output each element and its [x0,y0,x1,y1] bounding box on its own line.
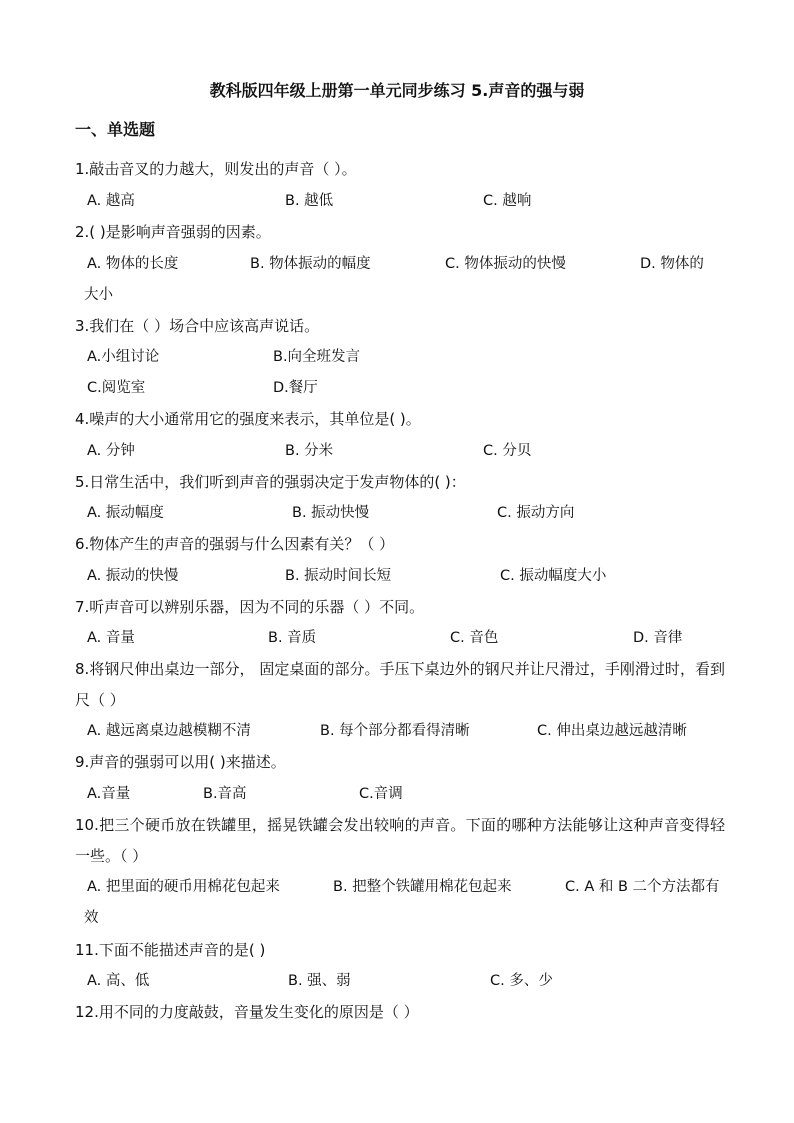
q9-option-a: A.音量 [87,786,131,802]
q3-option-a: A.小组讨论 [87,349,160,365]
q7-option-c: C. 音色 [450,630,499,646]
q2-option-d: D. 物体的 [640,256,704,272]
q3-option-c: C.阅览室 [87,380,146,396]
q10-option-a: A. 把里面的硬币用棉花包起来 [87,879,280,895]
question-7: 7.听声音可以辨别乐器，因为不同的乐器（ ）不同。 [75,598,425,616]
q11-option-c: C. 多、少 [490,973,553,989]
question-2: 2.( )是影响声音强弱的因素。 [75,223,271,241]
q8-option-b: B. 每个部分都看得清晰 [320,723,470,739]
q2-option-d-continuation: 大小 [84,287,113,303]
q3-option-b: B.向全班发言 [273,349,361,365]
q11-option-b: B. 强、弱 [288,973,351,989]
q7-option-a: A. 音量 [87,630,135,646]
q11-option-a: A. 高、低 [87,973,150,989]
question-4: 4.噪声的大小通常用它的强度来表示，其单位是( )。 [75,410,421,428]
q9-option-b: B.音高 [203,786,247,802]
q2-option-b: B. 物体振动的幅度 [250,256,371,272]
question-6: 6.物体产生的声音的强弱与什么因素有关？（ ） [75,535,395,553]
question-3: 3.我们在（ ）场合中应该高声说话。 [75,317,320,335]
q7-option-d: D. 音律 [633,630,683,646]
q8-option-c: C. 伸出桌边越远越清晰 [537,723,687,739]
q1-option-a: A. 越高 [87,193,135,209]
q2-option-a: A. 物体的长度 [87,256,179,272]
q3-option-d: D.餐厅 [273,380,318,396]
q9-option-c: C.音调 [359,786,403,802]
question-9: 9.声音的强弱可以用( )来描述。 [75,753,286,771]
q5-option-a: A. 振动幅度 [87,505,164,521]
section-heading: 一、单选题 [75,120,156,139]
q1-option-b: B. 越低 [285,193,334,209]
q8-option-a: A. 越远离桌边越模糊不清 [87,723,251,739]
question-1: 1.敲击音叉的力越大，则发出的声音（ ）。 [75,160,357,178]
page-title: 教科版四年级上册第一单元同步练习 5.声音的强与弱 [209,81,585,100]
q6-option-b: B. 振动时间长短 [285,568,392,584]
q10-option-c-continuation: 效 [84,910,99,926]
q4-option-c: C. 分贝 [483,443,532,459]
question-11: 11.下面不能描述声音的是( ) [75,941,266,959]
q10-option-b: B. 把整个铁罐用棉花包起来 [333,879,512,895]
question-5: 5.日常生活中，我们听到声音的强弱决定于发声物体的( )： [75,473,466,491]
question-12: 12.用不同的力度敲鼓，音量发生变化的原因是（ ） [75,1003,419,1021]
q2-option-c: C. 物体振动的快慢 [445,256,566,272]
question-8: 8.将钢尺伸出桌边一部分， 固定桌面的部分。手压下桌边外的钢尺并让尺滑过，手刚滑过时，看到尺（ ） [75,660,725,709]
q6-option-c: C. 振动幅度大小 [500,568,607,584]
q4-option-a: A. 分钟 [87,443,135,459]
q4-option-b: B. 分米 [285,443,334,459]
q5-option-b: B. 振动快慢 [292,505,370,521]
question-10: 10.把三个硬币放在铁罐里，摇晃铁罐会发出较响的声音。下面的哪种方法能够让这种声音变得轻一些。（ ） [75,816,725,865]
q1-option-c: C. 越响 [483,193,532,209]
q7-option-b: B. 音质 [268,630,317,646]
q10-option-c: C. A 和 B 二个方法都有 [565,879,720,895]
q6-option-a: A. 振动的快慢 [87,568,179,584]
q5-option-c: C. 振动方向 [497,505,575,521]
